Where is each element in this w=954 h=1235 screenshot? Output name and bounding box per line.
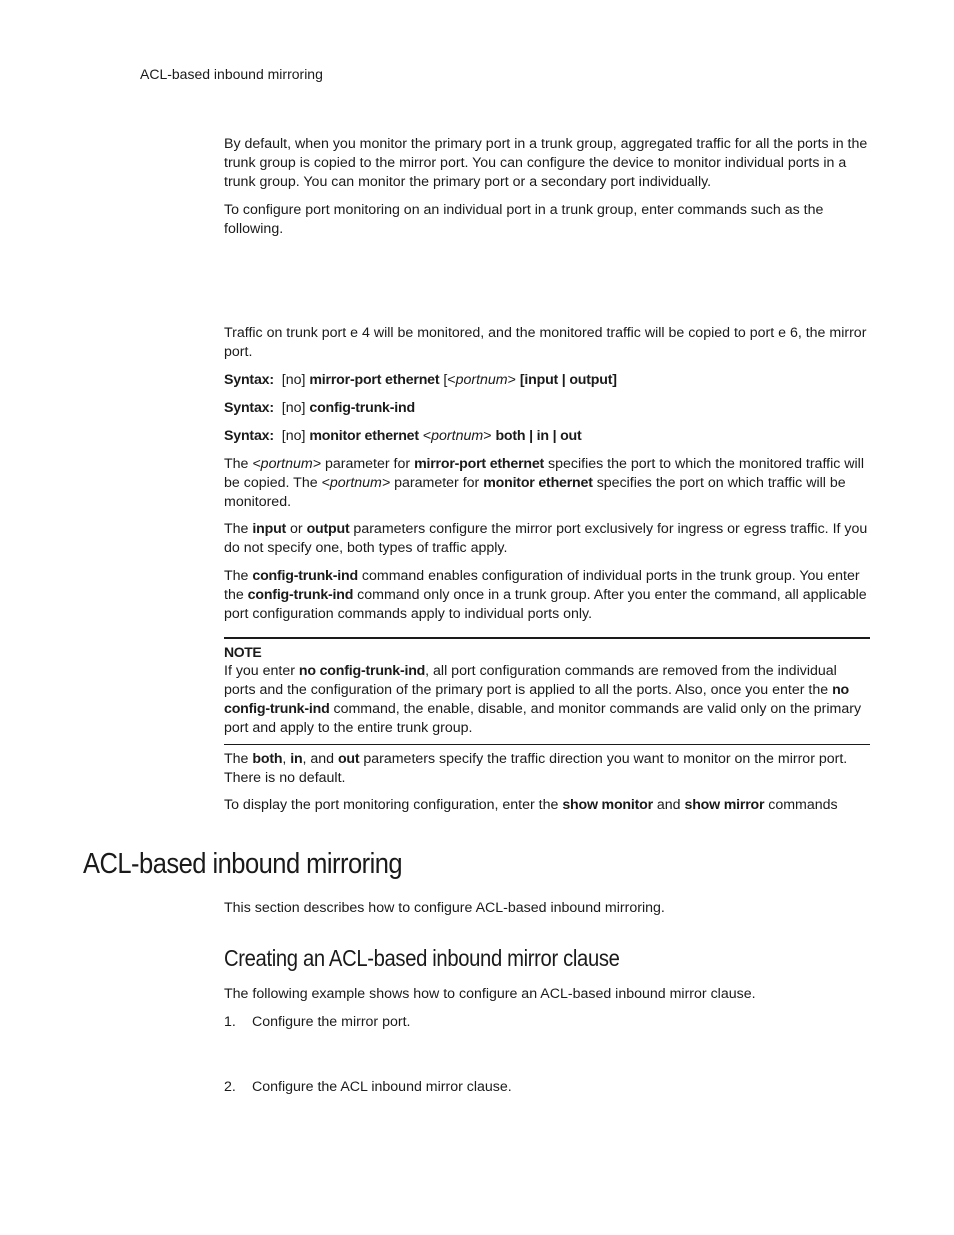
syntax-open: [<	[443, 372, 456, 388]
paragraph-configure-intro: To configure port monitoring on an individual port in a trunk group, enter commands such as the following.	[224, 202, 824, 237]
paragraph-input-output	[224, 520, 869, 558]
syntax-monitor-ethernet	[224, 427, 869, 446]
cmd-show-monitor: show monitor	[562, 797, 653, 813]
syntax-close: >	[483, 428, 492, 444]
text: command, the enable, disable, and monitor commands are valid only on the primary port and apply to the entire trunk group.	[224, 701, 862, 736]
text: command enables configuration of individual ports in the trunk group. You enter the	[224, 568, 860, 603]
syntax-arg: portnum	[431, 428, 484, 444]
note-box	[224, 637, 870, 745]
step-text: Configure the ACL inbound mirror clause.	[252, 1079, 512, 1095]
cmd-show-mirror: show mirror	[684, 797, 765, 813]
text: The	[224, 751, 253, 767]
cmd-input: input	[252, 521, 287, 537]
note-title: NOTE	[224, 644, 262, 660]
arg-portnum: <portnum>	[252, 456, 322, 472]
cmd-both: both	[252, 751, 283, 767]
cmd-config-trunk-ind: config-trunk-ind	[252, 568, 358, 584]
syntax-label: Syntax:	[224, 400, 274, 416]
cmd-out: out	[337, 751, 360, 767]
cmd-no-config-trunk-ind: no config-trunk-ind	[224, 682, 849, 717]
text: parameter for	[321, 456, 415, 472]
text: parameter for	[390, 475, 484, 491]
paragraph-portnum	[224, 455, 869, 512]
text: specifies the port on which traffic will be monitored.	[224, 475, 846, 510]
text: If you enter	[224, 663, 299, 679]
step-number: 1.	[224, 1014, 236, 1030]
syntax-mirror-port	[224, 371, 869, 390]
syntax-command: config-trunk-ind	[309, 400, 415, 416]
text: The	[224, 568, 253, 584]
text: To display the port monitoring configuration, enter the	[224, 797, 563, 813]
syntax-no: [no]	[281, 372, 306, 388]
text: or	[286, 521, 307, 537]
syntax-no: [no]	[281, 400, 306, 416]
arg-portnum: <portnum>	[321, 475, 391, 491]
cmd-mirror-port-ethernet: mirror-port ethernet	[414, 456, 545, 472]
syntax-options: [input | output]	[519, 372, 617, 388]
cmd-in: in	[290, 751, 303, 767]
text: specifies the port to which the monitored traffic will be copied. The	[224, 456, 864, 491]
step-number: 2.	[224, 1079, 236, 1095]
step-1	[224, 1013, 411, 1032]
paragraph-direction	[224, 750, 869, 788]
step-2	[224, 1078, 512, 1097]
section-heading: ACL-based inbound mirroring	[83, 848, 403, 880]
paragraph-display	[224, 796, 869, 815]
paragraph-traffic-example: Traffic on trunk port e 4 will be monitored, and the monitored traffic will be copied to port e 6, the mirror port.	[224, 325, 867, 360]
syntax-command: mirror-port ethernet	[309, 372, 440, 388]
text: parameters configure the mirror port exclusively for ingress or egress traffic. If you do not specify one, both types of traffic apply.	[224, 521, 868, 556]
syntax-label: Syntax:	[224, 372, 274, 388]
cmd-output: output	[306, 521, 350, 537]
subsection-heading: Creating an ACL-based inbound mirror clause	[224, 945, 620, 971]
step-text: Configure the mirror port.	[252, 1014, 411, 1030]
section-intro: This section describes how to configure ACL-based inbound mirroring.	[224, 900, 665, 916]
text: parameters specify the traffic direction you want to monitor on the mirror port. There is no default.	[224, 751, 848, 786]
syntax-config-trunk-ind	[224, 399, 869, 418]
syntax-options: both | in | out	[495, 428, 582, 444]
text: and	[652, 797, 685, 813]
syntax-label: Syntax:	[224, 428, 274, 444]
text: ,	[282, 751, 291, 767]
cmd-config-trunk-ind: config-trunk-ind	[247, 587, 354, 603]
text: The	[224, 521, 253, 537]
note-text	[224, 662, 870, 738]
running-header: ACL-based inbound mirroring	[140, 66, 323, 82]
text: commands	[764, 797, 838, 813]
syntax-no: [no]	[281, 428, 306, 444]
cmd-monitor-ethernet: monitor ethernet	[483, 475, 593, 491]
paragraph-trunk-default: By default, when you monitor the primary port in a trunk group, aggregated traffic for all the ports in the trunk group is copied to the mirror port. You can configure the device to monitor individual ports in a trunk group. You can monitor the primary port or a secondary port individually.	[224, 136, 868, 190]
text: , and	[302, 751, 338, 767]
text: command only once in a trunk group. After you enter the command, all applicable port configuration commands apply to individual ports only.	[224, 587, 867, 622]
syntax-command: monitor ethernet	[309, 428, 419, 444]
syntax-open: <	[422, 428, 432, 444]
subsection-intro: The following example shows how to configure an ACL-based inbound mirror clause.	[224, 986, 756, 1002]
text: The	[224, 456, 253, 472]
paragraph-config-trunk-ind	[224, 567, 869, 624]
syntax-close: >	[507, 372, 516, 388]
text: , all port configuration commands are removed from the individual ports and the configuration of the primary port is applied to all the ports. Also, once you enter the	[224, 663, 837, 698]
cmd-no-config-trunk-ind: no config-trunk-ind	[298, 663, 426, 679]
syntax-arg: portnum	[455, 372, 508, 388]
